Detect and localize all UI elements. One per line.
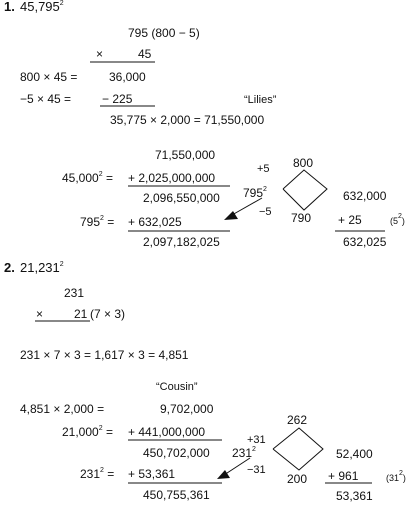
- diamond-offset-minus: −31: [247, 464, 266, 476]
- diamond-top-value: 800: [293, 156, 314, 170]
- product-equation: 231 × 7 × 3 = 1,617 × 3 = 4,851: [20, 348, 189, 362]
- mnemonic-label: “Lilies”: [244, 94, 277, 106]
- addend-value: + 2,025,000,000: [128, 171, 216, 185]
- multiplicand-line: 795 (800 − 5): [128, 26, 200, 40]
- times-sign: ×: [36, 307, 44, 321]
- diamond-shape: [273, 428, 323, 470]
- square-label: [80, 467, 114, 481]
- arrow-line: [232, 198, 262, 215]
- diamond-offset-plus: +5: [257, 163, 270, 175]
- diamond-center-exponent: 2: [263, 186, 267, 193]
- title-text: 45,795: [20, 0, 60, 14]
- problem-title: [20, 0, 64, 14]
- side-note: [386, 471, 406, 485]
- title-text: 21,231: [20, 260, 60, 275]
- addend-value: + 53,361: [128, 467, 176, 481]
- problem-number: [4, 0, 15, 14]
- side-result-value: 53,361: [336, 489, 373, 503]
- equals-sign: =: [102, 425, 113, 439]
- multiplier: 21: [74, 307, 88, 321]
- square-exponent: 2: [100, 467, 104, 474]
- side-result-value: 632,025: [343, 235, 387, 249]
- side-note-exponent: 2: [398, 213, 402, 220]
- partial-product-label: 4,851 × 2,000 =: [20, 402, 105, 416]
- arrow-head: [217, 470, 230, 479]
- diamond-offset-plus: +31: [247, 434, 266, 446]
- final-answer: 2,097,182,025: [143, 235, 220, 249]
- square-label: [62, 171, 113, 185]
- equals-sign: =: [103, 467, 115, 481]
- diamond-center: [243, 186, 267, 200]
- diamond-center-base: 795: [243, 186, 264, 200]
- diamond-shape: [283, 170, 327, 210]
- addend-value: + 441,000,000: [128, 425, 206, 439]
- side-note-base: (5: [390, 216, 399, 226]
- addend-value: + 632,025: [128, 215, 182, 229]
- problem-number: [4, 261, 15, 275]
- square-exponent: 2: [100, 215, 104, 222]
- final-answer: 450,755,361: [143, 488, 210, 502]
- partial-product-value: − 225: [102, 92, 133, 106]
- product-equation: 35,775 × 2,000 = 71,550,000: [110, 113, 265, 127]
- side-note: [390, 214, 405, 228]
- side-note-close: ): [402, 473, 406, 483]
- title-exponent: 2: [59, 261, 64, 268]
- partial-product-label: 800 × 45 =: [20, 70, 78, 84]
- square-base: 795: [80, 215, 101, 229]
- diamond-center: [232, 446, 256, 460]
- times-sign: ×: [96, 47, 104, 61]
- diamond-center-exponent: 2: [252, 446, 256, 453]
- problem-number-label: 2.: [4, 260, 15, 275]
- partial-product-label: −5 × 45 =: [20, 92, 72, 106]
- problem-title: [20, 261, 64, 275]
- square-label: [80, 215, 114, 229]
- side-addend-value: + 961: [328, 469, 359, 483]
- equals-sign: =: [102, 171, 113, 185]
- diamond-bottom-value: 200: [287, 472, 308, 486]
- square-base: 231: [80, 467, 101, 481]
- equals-sign: =: [103, 215, 115, 229]
- side-addend-value: + 25: [338, 213, 362, 227]
- diamond-center-base: 231: [232, 446, 253, 460]
- subtotal-value: 2,096,550,000: [143, 191, 220, 205]
- square-base: 45,000: [62, 171, 99, 185]
- square-base: 21,000: [62, 425, 99, 439]
- diamond-offset-minus: −5: [259, 206, 272, 218]
- partial-product-value: 36,000: [109, 70, 146, 84]
- multiplier: 45: [138, 47, 152, 61]
- square-exponent: 2: [98, 425, 103, 432]
- multiplier-note: (7 × 3): [90, 307, 126, 321]
- addend-value: 9,702,000: [160, 402, 214, 416]
- side-note-exponent: 2: [399, 470, 403, 477]
- side-note-base: (31: [386, 473, 400, 483]
- side-product-value: 52,400: [336, 447, 373, 461]
- problem-number-label: 1.: [4, 0, 15, 14]
- mnemonic-label: “Cousin”: [156, 381, 198, 393]
- title-exponent: 2: [59, 0, 64, 7]
- diamond-bottom-value: 790: [291, 211, 312, 225]
- square-label: [62, 425, 113, 439]
- subtotal-value: 450,702,000: [143, 446, 210, 460]
- multiplicand-line: 231: [64, 286, 85, 300]
- addend-value: 71,550,000: [155, 148, 216, 162]
- square-exponent: 2: [98, 171, 103, 178]
- diamond-top-value: 262: [287, 413, 308, 427]
- side-note-close: ): [401, 216, 405, 226]
- side-product-value: 632,000: [343, 189, 387, 203]
